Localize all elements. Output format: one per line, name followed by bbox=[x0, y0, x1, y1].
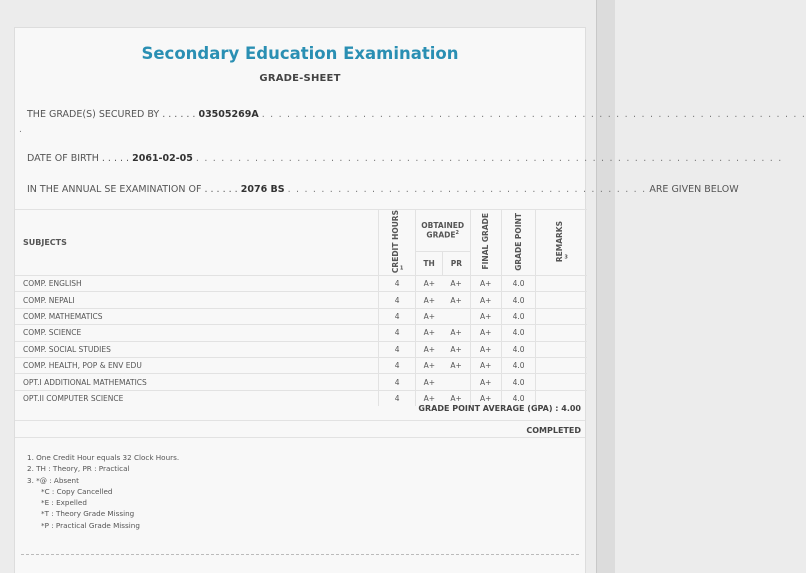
theory-grade: A+ bbox=[415, 358, 442, 374]
theory-grade: A+ bbox=[415, 325, 442, 341]
credit-hours: 4 bbox=[379, 341, 415, 357]
final-grade-header: FINAL GRADE bbox=[470, 210, 501, 276]
final-grade: A+ bbox=[470, 308, 501, 324]
table-row bbox=[15, 292, 587, 308]
dashed-divider bbox=[21, 554, 579, 555]
footnote: *T : Theory Grade Missing bbox=[41, 509, 135, 519]
grade-point: 4.0 bbox=[501, 308, 535, 324]
grade-point: 4.0 bbox=[501, 341, 535, 357]
table-row bbox=[15, 374, 587, 390]
remarks-header: REMARKS$^3$ bbox=[536, 210, 587, 276]
subject-name: COMP. ENGLISH bbox=[15, 276, 379, 292]
subjects-header: SUBJECTS bbox=[15, 210, 379, 276]
subject-name: COMP. MATHEMATICS bbox=[15, 308, 379, 324]
final-grade: A+ bbox=[470, 325, 501, 341]
final-grade: A+ bbox=[470, 374, 501, 390]
grades-table bbox=[15, 209, 587, 406]
remarks bbox=[536, 308, 587, 324]
dot-leader: . . . . . . . . . . . . . . . . . . . . . . . . . . . . . . . . . . . . . . . . . . . bbox=[287, 184, 647, 195]
gpa-summary: GRADE POINT AVERAGE (GPA) : 4.00 bbox=[418, 404, 581, 413]
practical-grade: A+ bbox=[443, 292, 470, 308]
footnote: *P : Practical Grade Missing bbox=[41, 520, 140, 530]
final-grade: A+ bbox=[470, 358, 501, 374]
final-grade: A+ bbox=[470, 341, 501, 357]
credit-hours: 4 bbox=[379, 308, 415, 324]
credit-hours-header: CREDIT HOURS$^1$ bbox=[379, 210, 415, 276]
credit-hours: 4 bbox=[379, 374, 415, 390]
practical-grade: A+ bbox=[443, 325, 470, 341]
dot-leader: . . . . . . . . . . . . . . . . . . . . . . . . . . . . . . . . . . . . . . . . . . . . . . . . . . . . . . . . . . . . . . . . . . . . . . bbox=[195, 153, 783, 164]
footnote: 1. One Credit Hour equals 32 Clock Hours. bbox=[27, 453, 180, 462]
grade-point: 4.0 bbox=[501, 292, 535, 308]
final-grade: A+ bbox=[470, 276, 501, 292]
grade-sheet bbox=[14, 27, 806, 573]
grade-sheet-title: GRADE-SHEET bbox=[259, 73, 341, 84]
theory-grade: A+ bbox=[415, 341, 442, 357]
grade-point: 4.0 bbox=[501, 390, 535, 406]
final-grade: A+ bbox=[470, 292, 501, 308]
remarks bbox=[536, 358, 587, 374]
footnote: 2. TH : Theory, PR : Practical bbox=[27, 464, 130, 474]
remarks bbox=[536, 341, 587, 357]
grade-point-header: GRADE POINT bbox=[501, 210, 535, 276]
theory-grade: A+ bbox=[415, 308, 442, 324]
subject-name: COMP. HEALTH, POP & ENV EDU bbox=[15, 358, 379, 374]
theory-grade: A+ bbox=[415, 390, 442, 406]
remarks bbox=[536, 325, 587, 341]
credit-hours: 4 bbox=[379, 390, 415, 406]
subject-name: COMP. SOCIAL STUDIES bbox=[15, 341, 379, 357]
credit-hours: 4 bbox=[379, 292, 415, 308]
practical-grade: A+ bbox=[443, 390, 470, 406]
practical-grade: A+ bbox=[443, 276, 470, 292]
footnote: *E : Expelled bbox=[41, 498, 87, 508]
obtained-grade-header: OBTAINED GRADE$^2$ bbox=[415, 210, 470, 252]
subject-name: COMP. NEPALI bbox=[15, 292, 379, 308]
table-row bbox=[15, 358, 587, 374]
subject-name: OPT.I ADDITIONAL MATHEMATICS bbox=[15, 374, 379, 390]
exam-title: Secondary Education Examination bbox=[141, 44, 459, 63]
footnotes bbox=[27, 452, 179, 531]
table-row bbox=[15, 325, 587, 341]
practical-header: PR bbox=[443, 252, 470, 276]
remarks bbox=[536, 276, 587, 292]
dob-label: DATE OF BIRTH . . . . . bbox=[27, 153, 130, 164]
table-row bbox=[15, 276, 587, 292]
page-scrollbar[interactable] bbox=[596, 0, 615, 573]
grade-point: 4.0 bbox=[501, 276, 535, 292]
grade-point: 4.0 bbox=[501, 325, 535, 341]
symbol-number: 03505269A bbox=[198, 109, 259, 120]
given-below-label: ARE GIVEN BELOW bbox=[649, 184, 739, 195]
exam-label: IN THE ANNUAL SE EXAMINATION OF . . . . . . bbox=[27, 184, 238, 195]
theory-grade: A+ bbox=[415, 292, 442, 308]
practical-grade: A+ bbox=[443, 341, 470, 357]
subject-name: OPT.II COMPUTER SCIENCE bbox=[15, 390, 379, 406]
theory-grade: A+ bbox=[415, 276, 442, 292]
divider bbox=[15, 420, 585, 421]
exam-line bbox=[27, 184, 739, 195]
practical-grade: A+ bbox=[443, 358, 470, 374]
practical-grade bbox=[443, 308, 470, 324]
remarks bbox=[536, 292, 587, 308]
theory-grade: A+ bbox=[415, 374, 442, 390]
dot-leader: . bbox=[19, 125, 22, 135]
dot-leader: . . . . . . . . . . . . . . . . . . . . . . . . . . . . . . . . . . . . . . . . . . . . . . . . . . . . . . . . . . . . . . . . . bbox=[261, 109, 806, 120]
grade-point: 4.0 bbox=[501, 374, 535, 390]
grade-point: 4.0 bbox=[501, 358, 535, 374]
footnote: *C : Copy Cancelled bbox=[41, 486, 113, 496]
final-grade: A+ bbox=[470, 390, 501, 406]
theory-header: TH bbox=[415, 252, 442, 276]
practical-grade bbox=[443, 374, 470, 390]
dob-line bbox=[27, 153, 783, 164]
date-of-birth: 2061-02-05 bbox=[132, 153, 193, 164]
secured-by-label: THE GRADE(S) SECURED BY . . . . . . bbox=[27, 109, 196, 120]
footnote: 3. *@ : Absent bbox=[27, 475, 79, 485]
divider bbox=[15, 437, 585, 438]
exam-year: 2076 BS bbox=[240, 184, 285, 195]
table-row bbox=[15, 308, 587, 324]
credit-hours: 4 bbox=[379, 325, 415, 341]
remarks bbox=[536, 374, 587, 390]
subject-name: COMP. SCIENCE bbox=[15, 325, 379, 341]
credit-hours: 4 bbox=[379, 276, 415, 292]
result-status: COMPLETED bbox=[526, 426, 581, 435]
table-row bbox=[15, 341, 587, 357]
credit-hours: 4 bbox=[379, 358, 415, 374]
secured-by-line bbox=[27, 109, 806, 120]
